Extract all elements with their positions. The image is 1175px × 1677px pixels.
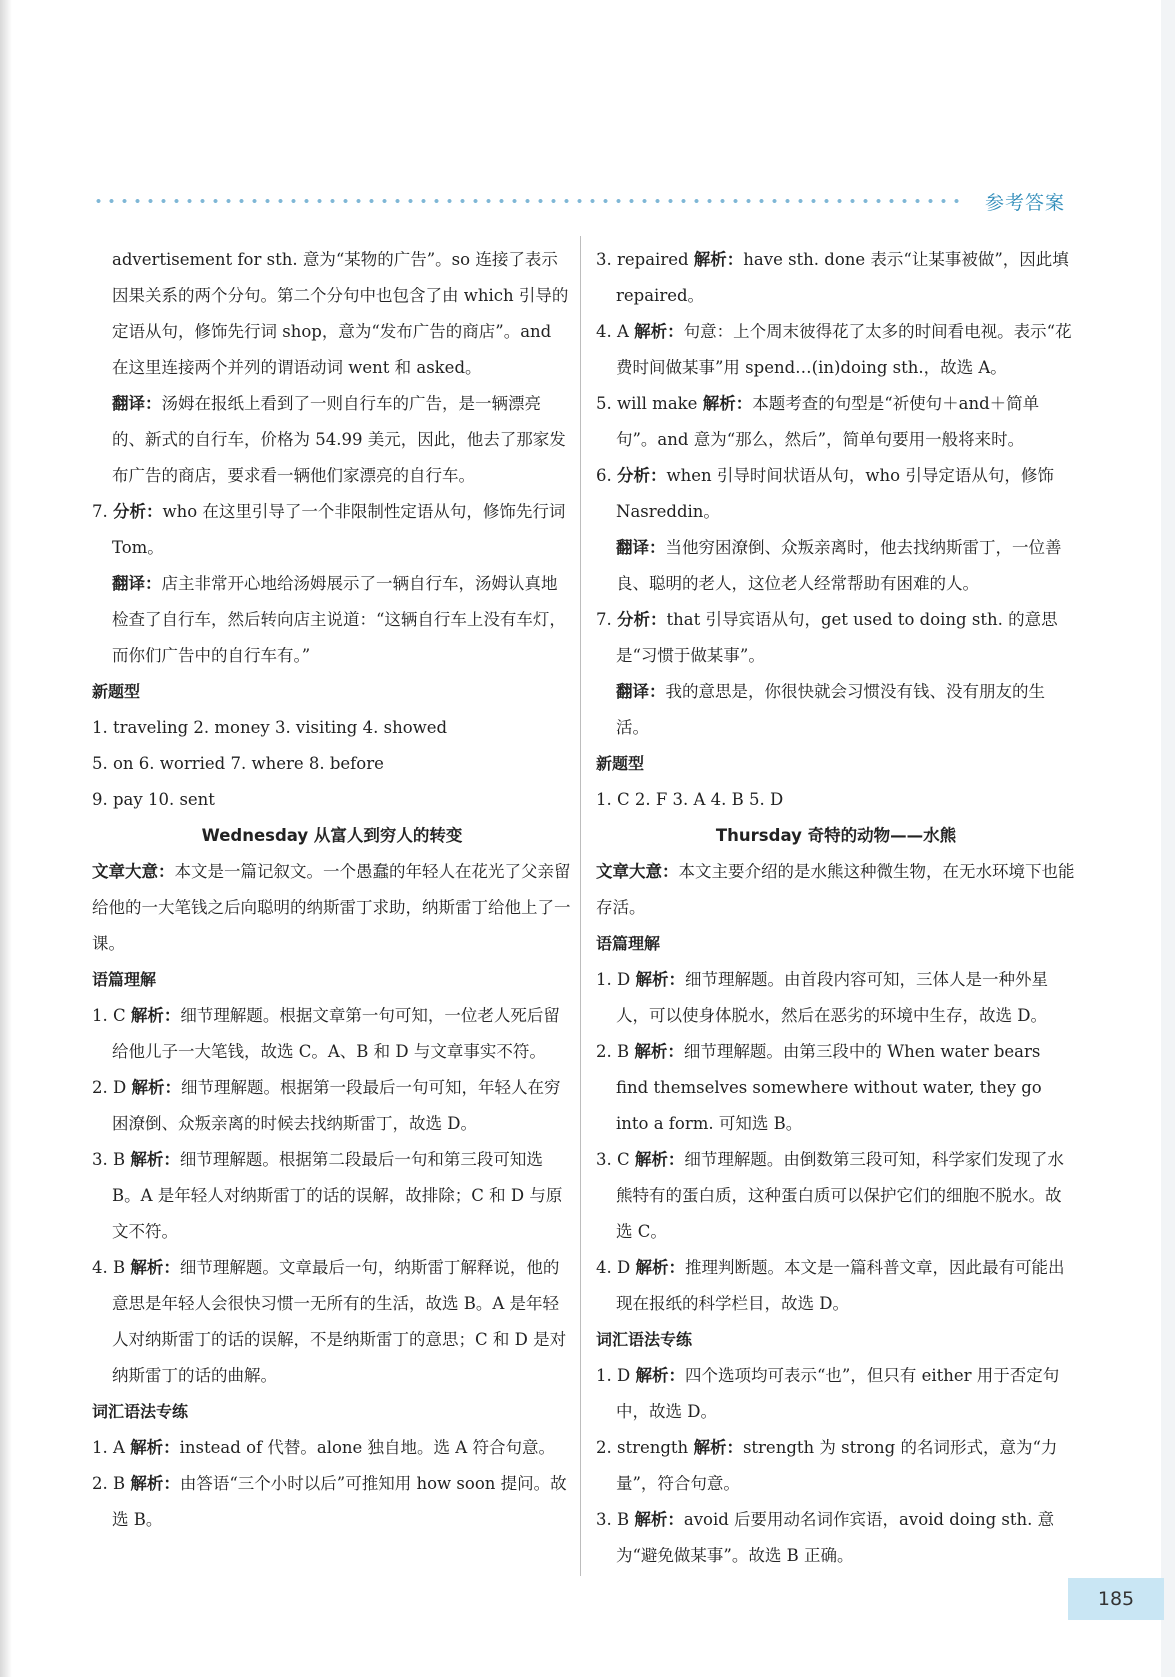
answer-number: 4. D — [596, 1258, 631, 1277]
answer-text: instead of 代替。alone 独自地。选 A 符合句意。 — [179, 1438, 555, 1457]
answer-paragraph — [596, 1142, 1076, 1250]
answer-text: 细节理解题。由第三段中的 When water bears find themselves somewhere without water, they go into a form. 可知选 B。 — [616, 1042, 1042, 1133]
answer-number: 6. — [596, 466, 612, 485]
answer-label: 解析： — [635, 1366, 685, 1385]
answer-paragraph — [92, 242, 572, 386]
answer-label: 解析： — [702, 394, 753, 413]
answer-label: 解析： — [130, 1150, 180, 1169]
answer-label: 分析： — [113, 502, 163, 521]
answer-number: 1. C — [92, 1006, 126, 1025]
answer-text: 当他穷困潦倒、众叛亲离时，他去找纳斯雷丁，一位善良、聪明的老人，这位老人经常帮助有困难的人。 — [616, 538, 1062, 593]
answer-text: 细节理解题。根据第二段最后一句和第三段可知选 B。A 是年轻人对纳斯雷丁的话的误解，故排除；C 和 D 与原文不符。 — [112, 1150, 563, 1241]
answer-label: 解析： — [635, 1258, 685, 1277]
answer-text: have sth. done 表示“让某事被做”，因此填 repaired。 — [616, 250, 1069, 305]
answer-paragraph — [92, 386, 572, 494]
answer-text: when 引导时间状语从句，who 引导定语从句，修饰 Nasreddin。 — [616, 466, 1054, 521]
page-number: 185 — [1068, 1578, 1164, 1620]
answer-number: 3. repaired — [596, 250, 689, 269]
answer-label: 文章大意： — [92, 862, 175, 881]
section-heading — [92, 1394, 572, 1430]
answer-text: 语篇理解 — [92, 970, 157, 989]
answer-number: 3. C — [596, 1150, 630, 1169]
section-heading — [596, 926, 1076, 962]
answer-text: 店主非常开心地给汤姆展示了一辆自行车，汤姆认真地检查了自行车，然后转向店主说道：“这辆自行车上没有车灯，而你们广告中的自行车有。” — [112, 574, 566, 665]
answer-label: 解析： — [131, 1078, 181, 1097]
answer-label: 解析： — [634, 1510, 684, 1529]
answer-number: 2. D — [92, 1078, 127, 1097]
section-heading — [92, 674, 572, 710]
answer-label: 翻译： — [616, 538, 666, 557]
answer-text: 推理判断题。本文是一篇科普文章，因此最有可能出现在报纸的科学栏目，故选 D。 — [616, 1258, 1065, 1313]
answer-text: 词汇语法专练 — [92, 1402, 189, 1421]
answer-paragraph — [596, 1358, 1076, 1430]
answer-label: 翻译： — [112, 574, 162, 593]
answer-number: 1. D — [596, 1366, 631, 1385]
answer-text: 词汇语法专练 — [596, 1330, 693, 1349]
answer-paragraph — [92, 998, 572, 1070]
answer-text: 细节理解题。由倒数第三段可知，科学家们发现了水熊特有的蛋白质，这种蛋白质可以保护它们的细胞不脱水。故选 C。 — [616, 1150, 1064, 1241]
answer-paragraph — [596, 854, 1076, 926]
page-left-shadow — [0, 0, 12, 1677]
answer-text: avoid 后要用动名词作宾语，avoid doing sth. 意为“避免做某事”。故选 B 正确。 — [616, 1510, 1055, 1565]
section-heading — [596, 1322, 1076, 1358]
answer-text: who 在这里引导了一个非限制性定语从句，修饰先行词 Tom。 — [112, 502, 566, 557]
answer-number: 2. strength — [596, 1438, 689, 1457]
answer-paragraph — [596, 1250, 1076, 1322]
answer-text: Wednesday 从富人到穷人的转变 — [201, 826, 463, 845]
answer-number: 1. D — [596, 970, 631, 989]
answer-paragraph — [92, 746, 572, 782]
answer-text: 新题型 — [92, 682, 141, 701]
answer-paragraph — [92, 494, 572, 566]
answer-number: 3. B — [596, 1510, 630, 1529]
right-column — [596, 242, 1076, 1574]
section-heading — [596, 746, 1076, 782]
answer-paragraph — [596, 1502, 1076, 1574]
answer-label: 翻译： — [616, 682, 666, 701]
answer-text: 细节理解题。根据文章第一句可知，一位老人死后留给他儿子一大笔钱，故选 C。A、B 和 D 与文章事实不符。 — [112, 1006, 560, 1061]
answer-text: 细节理解题。由首段内容可知，三体人是一种外星人，可以使身体脱水，然后在恶劣的环境中生存，故选 D。 — [616, 970, 1048, 1025]
answer-label: 解析： — [130, 1474, 180, 1493]
answer-label: 解析： — [130, 1258, 180, 1277]
answer-paragraph — [596, 782, 1076, 818]
answer-text: strength 为 strong 的名词形式，意为“力量”，符合句意。 — [616, 1438, 1058, 1493]
answer-label: 分析： — [617, 466, 667, 485]
answer-number: 5. will make — [596, 394, 698, 413]
answer-paragraph — [596, 314, 1076, 386]
column-divider — [580, 236, 581, 1576]
answer-paragraph — [596, 1430, 1076, 1502]
answer-text: advertisement for sth. 意为“某物的广告”。so 连接了表示因果关系的两个分句。第二个分句中也包含了由 which 引导的定语从句，修饰先行词 shop，意为“发布广告的商店”。and 在这里连接两个并列的谓语动词 went 和 asked。 — [112, 250, 569, 377]
answer-text: 新题型 — [596, 754, 645, 773]
lesson-title — [92, 818, 572, 854]
header-label: 参考答案 — [985, 192, 1066, 214]
answer-text: 细节理解题。根据第一段最后一句可知，年轻人在穷困潦倒、众叛亲离的时候去找纳斯雷丁，故选 D。 — [112, 1078, 561, 1133]
answer-paragraph — [92, 1142, 572, 1250]
answer-text: 本题考查的句型是“祈使句＋and＋简单句”。and 意为“那么，然后”，简单句要用一般将来时。 — [616, 394, 1040, 449]
answer-paragraph — [92, 710, 572, 746]
answer-text: Thursday 奇特的动物——水熊 — [715, 826, 957, 845]
answer-label: 解析： — [634, 322, 684, 341]
answer-paragraph — [596, 242, 1076, 314]
answer-text: 9. pay 10. sent — [92, 790, 215, 809]
answer-paragraph — [92, 1466, 572, 1538]
answer-number: 7. — [92, 502, 108, 521]
answer-number: 2. B — [596, 1042, 630, 1061]
section-heading — [92, 962, 572, 998]
answer-text: 由答语“三个小时以后”可推知用 how soon 提问。故选 B。 — [112, 1474, 567, 1529]
answer-paragraph — [92, 854, 572, 962]
answer-number: 4. B — [92, 1258, 126, 1277]
answer-text: 1. C 2. F 3. A 4. B 5. D — [596, 790, 784, 809]
answer-text: 本文是一篇记叙文。一个愚蠢的年轻人在花光了父亲留给他的一大笔钱之后向聪明的纳斯雷丁求助，纳斯雷丁给他上了一课。 — [92, 862, 571, 953]
answer-label: 解析： — [634, 1150, 685, 1169]
answer-number: 1. A — [92, 1438, 125, 1457]
answer-text: 5. on 6. worried 7. where 8. before — [92, 754, 384, 773]
answer-number: 3. B — [92, 1150, 126, 1169]
page-right-edge — [1161, 0, 1175, 1677]
answer-text: 1. traveling 2. money 3. visiting 4. showed — [92, 718, 448, 737]
answer-paragraph — [596, 386, 1076, 458]
header-dotted-rule — [92, 195, 960, 207]
answer-label: 翻译： — [112, 394, 162, 413]
answer-label: 解析： — [693, 1438, 743, 1457]
answer-label: 解析： — [693, 250, 744, 269]
answer-paragraph — [596, 602, 1076, 674]
answer-paragraph — [596, 674, 1076, 746]
answer-text: 语篇理解 — [596, 934, 661, 953]
answer-label: 解析： — [130, 1438, 180, 1457]
answer-paragraph — [92, 1070, 572, 1142]
lesson-title — [596, 818, 1076, 854]
answer-text: 汤姆在报纸上看到了一则自行车的广告，是一辆漂亮的、新式的自行车，价格为 54.99 美元，因此，他去了那家发布广告的商店，要求看一辆他们家漂亮的自行车。 — [112, 394, 566, 485]
answer-number: 4. A — [596, 322, 629, 341]
answer-label: 分析： — [617, 610, 667, 629]
answer-number: 2. B — [92, 1474, 126, 1493]
answer-paragraph — [92, 782, 572, 818]
answer-text: 细节理解题。文章最后一句，纳斯雷丁解释说，他的意思是年轻人会很快习惯一无所有的生活，故选 B。A 是年轻人对纳斯雷丁的话的误解，不是纳斯雷丁的意思；C 和 D 是对纳斯雷丁的话的曲解。 — [112, 1258, 567, 1385]
answer-label: 解析： — [130, 1006, 181, 1025]
answer-text: 本文主要介绍的是水熊这种微生物，在无水环境下也能存活。 — [596, 862, 1075, 917]
answer-paragraph — [596, 1034, 1076, 1142]
answer-text: 句意：上个周末彼得花了太多的时间看电视。表示“花费时间做某事”用 spend…(in)doing sth.，故选 A。 — [616, 322, 1072, 377]
answer-label: 解析： — [635, 970, 685, 989]
answer-paragraph — [92, 566, 572, 674]
answer-paragraph — [92, 1250, 572, 1394]
answer-text: 四个选项均可表示“也”，但只有 either 用于否定句中，故选 D。 — [616, 1366, 1060, 1421]
answer-label: 解析： — [634, 1042, 684, 1061]
answer-number: 7. — [596, 610, 612, 629]
answer-text: 我的意思是，你很快就会习惯没有钱、没有朋友的生活。 — [616, 682, 1045, 737]
answer-paragraph — [92, 1430, 572, 1466]
answer-paragraph — [596, 458, 1076, 530]
answer-paragraph — [596, 962, 1076, 1034]
answer-text: that 引导宾语从句，get used to doing sth. 的意思是“习惯于做某事”。 — [616, 610, 1058, 665]
left-column — [92, 242, 572, 1538]
answer-label: 文章大意： — [596, 862, 679, 881]
answer-paragraph — [596, 530, 1076, 602]
